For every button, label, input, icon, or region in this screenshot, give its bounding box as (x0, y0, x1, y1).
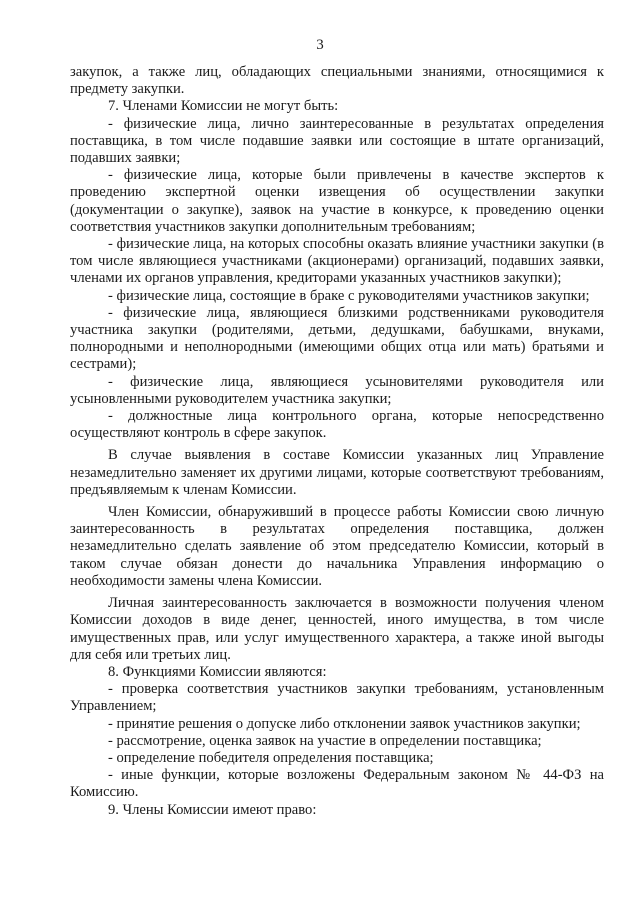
paragraph: - физические лица, лично заинтересованные в результатах определения поставщика, в том числе подавшие заявки или состоящие в штате организаций, подавших заявки; (70, 115, 604, 167)
paragraph: В случае выявления в составе Комиссии указанных лиц Управление незамедлительно заменяет их другими лицами, которые соответствуют требованиям, предъявляемым к членам Комиссии. (70, 447, 604, 498)
paragraph: - физические лица, на которых способны оказать влияние участники закупки (в том числе являющиеся участниками (акционерами) организаций, подавших заявки, членами их органов управления, кредиторами указанных участников закупки); (70, 236, 604, 287)
paragraph: - физические лица, которые были привлечены в качестве экспертов к проведению экспертной оценки извещения об осуществлении закупки (документации о закупке), заявок на участие в конкурсе, к проведению оценки соответствия участников закупки дополнительным требованиям; (70, 167, 604, 235)
paragraph: - физические лица, являющиеся усыновителями руководителя или усыновленными руководителем участника закупки; (70, 373, 604, 407)
paragraph: - проверка соответствия участников закупки требованиям, установленным Управлением; (70, 681, 604, 715)
paragraph: Член Комиссии, обнаруживший в процессе работы Комиссии свою личную заинтересованность в результатах определения поставщика, должен незамедлительно сделать заявление об этом председателю Комиссии, который в таком случае обязан донести до начальника Управления информацию о необходимости замены члена Комиссии. (70, 504, 604, 589)
paragraph: Личная заинтересованность заключается в возможности получения членом Комиссии доходов в виде денег, ценностей, иного имущества, в том числе имущественных прав, или услуг имущественного характера, а также иной выгоды для себя или третьих лиц. (70, 595, 604, 663)
page-number: 3 (316, 37, 324, 53)
paragraph: закупок, а также лиц, обладающих специальными знаниями, относящимися к предмету закупки. (70, 64, 604, 98)
paragraph: - физические лица, являющиеся близкими родственниками руководителя участника закупки (родителями, детьми, дедушками, бабушками, внуками, полнородными и неполнородными (имеющими общих отца или мать) братьями и сестрами); (70, 304, 604, 373)
paragraph: - иные функции, которые возложены Федеральным законом № 44-ФЗ на Комиссию. (70, 767, 604, 801)
paragraph: - определение победителя определения поставщика; (108, 749, 434, 766)
paragraph: - принятие решения о допуске либо отклонении заявок участников закупки; (108, 715, 581, 732)
paragraph: - физические лица, состоящие в браке с руководителями участников закупки; (108, 287, 590, 304)
paragraph: - рассмотрение, оценка заявок на участие в определении поставщика; (108, 732, 542, 749)
document-body (70, 64, 604, 819)
paragraph: 8. Функциями Комиссии являются: (108, 663, 327, 680)
paragraph: - должностные лица контрольного органа, которые непосредственно осуществляют контроль в сфере закупок. (70, 408, 604, 442)
paragraph: 9. Члены Комиссии имеют право: (108, 801, 317, 818)
paragraph: 7. Членами Комиссии не могут быть: (108, 98, 339, 115)
